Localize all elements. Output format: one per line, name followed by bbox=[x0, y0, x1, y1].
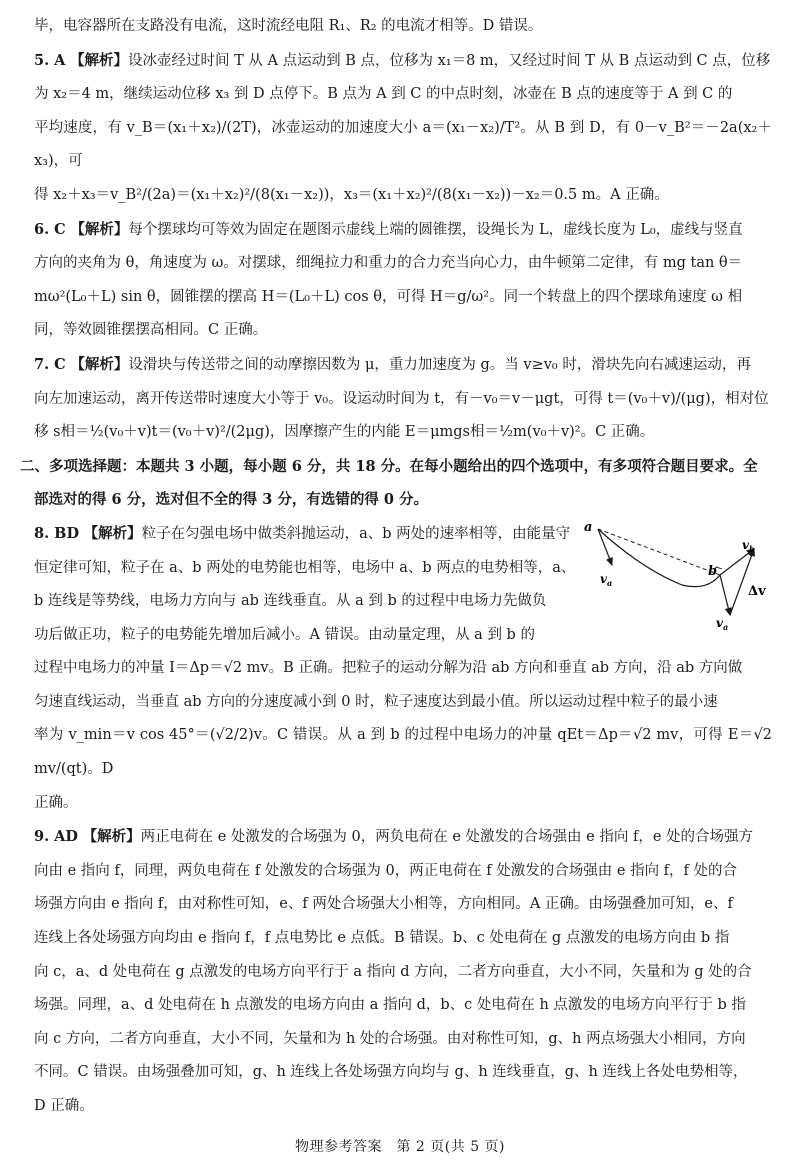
q8-line: 粒子在匀强电场中做类斜抛运动，a、b 两处的速率相等，由能量守 bbox=[141, 525, 571, 542]
q6-number: 6. C bbox=[34, 220, 66, 238]
svg-text:va bbox=[600, 572, 612, 588]
label-va-left: v bbox=[600, 571, 607, 586]
question-6 bbox=[34, 213, 772, 348]
velocity-diagram bbox=[582, 519, 778, 631]
svg-text:va bbox=[716, 616, 728, 631]
q9-line: 场强。同理，a、d 处电荷在 h 点激发的电场方向由 a 指向 d，b、c 处电荷在 h 点激发的电场方向平行于 b 指 bbox=[34, 997, 746, 1014]
label-a: a bbox=[584, 519, 593, 535]
q9-line: 场强方向由 e 指向 f，由对称性可知，e、f 两处合场强大小相等，方向相同。A 正确。由场强叠加可知，e、f bbox=[34, 896, 733, 913]
q9-line: 连线上各处场强方向均由 e 指向 f，f 点电势比 e 点低。B 错误。b、c 处电荷在 g 点激发的电场方向由 b 指 bbox=[34, 930, 730, 947]
q9-line: 向 c，a、d 处电荷在 g 点激发的电场方向平行于 a 指向 d 方向，二者方向垂直，大小不同，矢量和为 g 处的合 bbox=[34, 963, 752, 980]
section-2-line: 二、多项选择题：本题共 3 小题，每小题 6 分，共 18 分。在每小题给出的四个选项中，有多项符合题目要求。全 bbox=[20, 457, 758, 475]
q6-line: 方向的夹角为 θ，角速度为 ω。对摆球，细绳拉力和重力的合力充当向心力，由牛顿第二定律，有 mg tan θ＝ bbox=[34, 255, 743, 272]
trajectory-curve bbox=[598, 529, 720, 587]
q9-line: 不同。C 错误。由场强叠加可知，g、h 连线上各处场强方向均与 g、h 连线垂直，g、h 连线上各处电势相等， bbox=[34, 1064, 748, 1081]
q9-number: 9. AD bbox=[34, 828, 79, 846]
label-va-right: v bbox=[716, 615, 723, 630]
q9-line: 向由 e 指向 f，同理，两负电荷在 f 处激发的合场强为 0，两正电荷在 f 处激发的合场强由 e 指向 f，f 处的合 bbox=[34, 862, 738, 879]
q9-line: 两正电荷在 e 处激发的合场强为 0，两负电荷在 e 处激发的合场强由 e 指向 f，e 处的合场强方 bbox=[140, 829, 754, 846]
q9-line: 向 c 方向，二者方向垂直，大小不同，矢量和为 h 处的合场强。由对称性可知，g、h 两点场强大小相同，方向 bbox=[34, 1030, 746, 1047]
label-b: b bbox=[708, 563, 718, 579]
q7-line: 设滑块与传送带之间的动摩擦因数为 μ，重力加速度为 g。当 v≥v₀ 时，滑块先向右减速运动，再 bbox=[128, 356, 751, 373]
q8-line: b 连线是等势线，电场力方向与 ab 连线垂直。从 a 到 b 的过程中电场力先做负 bbox=[34, 593, 547, 610]
q7-line: 移 s相＝½(v₀＋v)t＝(v₀＋v)²/(2μg)，因摩擦产生的内能 E＝μmgs相＝½m(v₀＋v)²。C 正确。 bbox=[34, 424, 655, 441]
q6-line: 同，等效圆锥摆摆高相同。C 正确。 bbox=[34, 322, 268, 339]
label-delta-v: Δv bbox=[748, 583, 766, 599]
section-2-line: 部选对的得 6 分，选对但不全的得 3 分，有选错的得 0 分。 bbox=[34, 491, 429, 509]
q7-tag: 【解析】 bbox=[70, 355, 129, 373]
q5-line: 得 x₂＋x₃＝v_B²/(2a)＝(x₁＋x₂)²/(8(x₁－x₂))，x₃＝(x₁＋x₂)²/(8(x₁－x₂))－x₂＝0.5 m。A 正确。 bbox=[34, 186, 669, 203]
va-arrow-left bbox=[598, 529, 612, 565]
q8-line: 正确。 bbox=[34, 794, 78, 811]
page-footer: 物理参考答案 第 2 页(共 5 页) bbox=[294, 1139, 506, 1155]
q6-tag: 【解析】 bbox=[70, 220, 129, 238]
q6-line: 每个摆球均可等效为固定在题图示虚线上端的圆锥摆，设绳长为 L，虚线长度为 L₀，虚线与竖直 bbox=[128, 221, 743, 238]
q7-number: 7. C bbox=[34, 355, 66, 373]
label-va-left-sub: a bbox=[606, 577, 613, 588]
q5-line: 设冰壶经过时间 T 从 A 点运动到 B 点，位移为 x₁＝8 m，又经过时间 T 从 B 点运动到 C 点，位移 bbox=[128, 52, 771, 69]
question-7 bbox=[34, 348, 772, 450]
ab-dashed-line bbox=[598, 529, 720, 575]
question-9 bbox=[34, 820, 772, 1123]
label-va-right-sub: a bbox=[722, 621, 729, 631]
lead-line: 毕，电容器所在支路没有电流，这时流经电阻 R₁、R₂ 的电流才相等。D 错误。 bbox=[34, 18, 543, 34]
q8-tag: 【解析】 bbox=[83, 524, 142, 542]
question-5 bbox=[34, 44, 772, 213]
q6-line: mω²(L₀＋L) sin θ，圆锥摆的摆高 H＝(L₀＋L) cos θ，可得 H＝g/ω²。同一个转盘上的四个摆球角速度 ω 相 bbox=[34, 288, 743, 305]
q5-line: 平均速度，有 v_B＝(x₁＋x₂)/(2T)，冰壶运动的加速度大小 a＝(x₁－x₂)/T²。从 B 到 D，有 0－v_B²＝－2a(x₂＋x₃)，可 bbox=[34, 119, 772, 170]
svg-text:vb bbox=[742, 538, 755, 554]
q5-number: 5. A bbox=[34, 51, 66, 69]
q8-line: 过程中电场力的冲量 I＝Δp＝√2 mv。B 正确。把粒子的运动分解为沿 ab 方向和垂直 ab 方向，沿 ab 方向做 bbox=[34, 660, 743, 677]
q5-tag: 【解析】 bbox=[70, 51, 129, 69]
q9-tag: 【解析】 bbox=[82, 828, 141, 846]
label-vb: v bbox=[742, 537, 749, 552]
question-8 bbox=[34, 517, 772, 820]
q9-line: D 正确。 bbox=[34, 1098, 94, 1114]
q7-line: 向左加速运动，离开传送带时速度大小等于 v₀。设运动时间为 t，有－v₀＝v－μgt，可得 t＝(v₀＋v)/(μg)，相对位 bbox=[34, 390, 769, 407]
q8-line: 率为 v_min＝v cos 45°＝(√2/2)v。C 错误。从 a 到 b 的过程中电场力的冲量 qEt＝Δp＝√2 mv，可得 E＝√2 mv/(qt)。D bbox=[34, 727, 772, 778]
q5-line: 为 x₂＝4 m，继续运动位移 x₃ 到 D 点停下。B 点为 A 到 C 的中点时刻，冰壶在 B 点的速度等于 A 到 C 的 bbox=[34, 86, 733, 103]
section-2-heading bbox=[20, 450, 772, 517]
q8-line: 匀速直线运动，当垂直 ab 方向的分速度减小到 0 时，粒子速度达到最小值。所以运动过程中粒子的最小速 bbox=[34, 693, 718, 710]
va-arrow-right bbox=[720, 575, 730, 615]
q8-line: 恒定律可知，粒子在 a、b 两处的电势能也相等，电场中 a、b 两点的电势相等，a、 bbox=[34, 559, 576, 576]
q8-number: 8. BD bbox=[34, 524, 80, 542]
label-vb-sub: b bbox=[748, 543, 755, 554]
q8-line: 功后做正功，粒子的电势能先增加后减小。A 错误。由动量定理，从 a 到 b 的 bbox=[34, 626, 535, 643]
